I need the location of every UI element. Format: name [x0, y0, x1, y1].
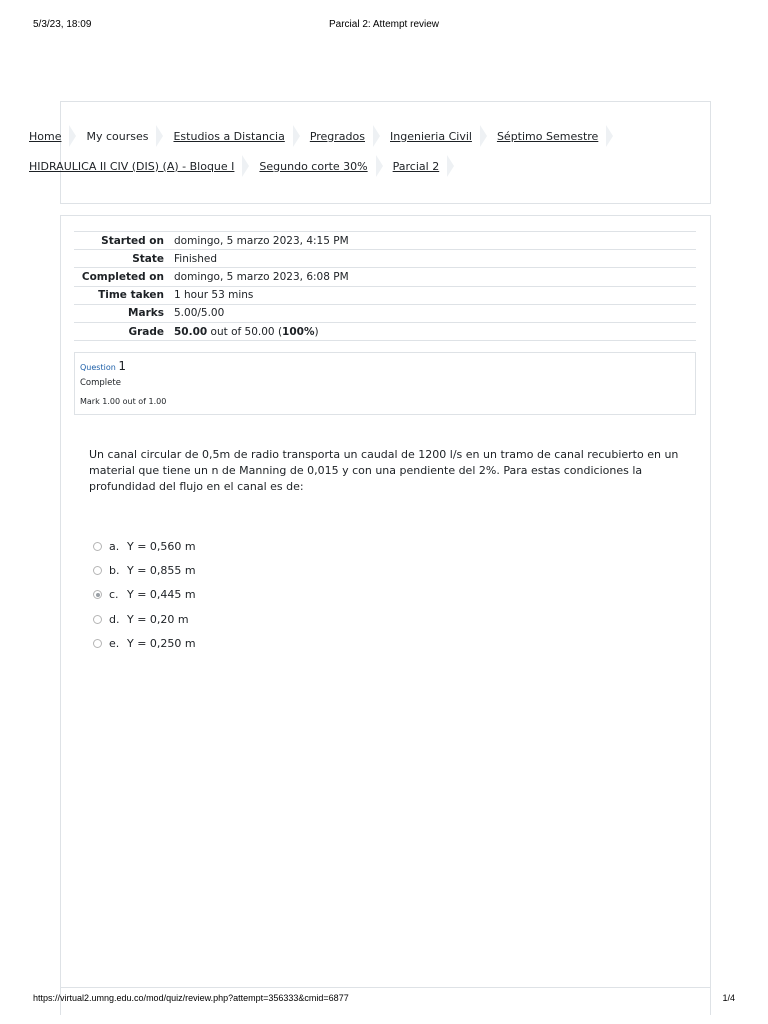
- grade-value-cell: [174, 322, 696, 340]
- grade-outof: out of 50.00 (: [207, 325, 283, 338]
- radio-icon[interactable]: [93, 639, 102, 648]
- radio-icon[interactable]: [93, 615, 102, 624]
- breadcrumb-separator-icon: [242, 155, 249, 177]
- breadcrumb-line-2: [29, 154, 464, 178]
- footer-divider: [60, 987, 711, 988]
- breadcrumb-item[interactable]: [497, 125, 623, 147]
- state-value: Finished: [174, 252, 218, 265]
- attempt-summary-table: [74, 231, 696, 341]
- summary-row-state: [74, 250, 696, 268]
- breadcrumb-container: [60, 101, 711, 204]
- answer-letter: a.: [109, 539, 120, 553]
- breadcrumb-separator-icon: [447, 155, 454, 177]
- breadcrumb-link[interactable]: Pregrados: [309, 129, 365, 143]
- answer-options: [93, 534, 196, 656]
- breadcrumb-line-1: [29, 124, 623, 148]
- summary-row-completed: [74, 268, 696, 286]
- summary-row-marks: [74, 304, 696, 322]
- answer-letter: c.: [109, 588, 119, 602]
- completed-on-value: domingo, 5 marzo 2023, 6:08 PM: [174, 270, 349, 283]
- time-taken-label: Time taken: [98, 289, 164, 302]
- radio-icon[interactable]: [93, 566, 102, 575]
- time-taken-value: 1 hour 53 mins: [174, 289, 254, 302]
- breadcrumb-separator-icon: [373, 125, 380, 147]
- answer-text: Y = 0,250 m: [127, 637, 196, 651]
- summary-row-started: [74, 232, 696, 250]
- grade-close: ): [314, 325, 319, 338]
- marks-label: Marks: [128, 307, 164, 320]
- question-info-box: [74, 352, 696, 415]
- answer-option[interactable]: [93, 558, 196, 582]
- breadcrumb-separator-icon: [156, 125, 163, 147]
- print-page-number: 1/4: [722, 993, 735, 1003]
- grade-label: Grade: [128, 325, 164, 338]
- state-label: State: [132, 252, 164, 265]
- answer-option[interactable]: [93, 607, 196, 631]
- breadcrumb-item[interactable]: [310, 125, 390, 147]
- breadcrumb-item[interactable]: [29, 155, 259, 177]
- breadcrumb-item[interactable]: [390, 125, 497, 147]
- marks-value: 5.00/5.00: [174, 307, 225, 320]
- question-state: Complete: [80, 378, 121, 388]
- breadcrumb-item[interactable]: [259, 155, 392, 177]
- answer-text: Y = 0,20 m: [127, 612, 189, 626]
- started-on-label: Started on: [101, 234, 164, 247]
- started-on-value: domingo, 5 marzo 2023, 4:15 PM: [174, 234, 349, 247]
- answer-option[interactable]: [93, 583, 196, 607]
- question-number: [80, 359, 126, 373]
- completed-on-label: Completed on: [81, 270, 164, 283]
- breadcrumb-item[interactable]: [393, 155, 465, 177]
- breadcrumb-link[interactable]: Séptimo Semestre: [496, 129, 599, 143]
- grade-percent: 100%: [282, 325, 315, 338]
- breadcrumb-link[interactable]: Estudios a Distancia: [173, 129, 285, 143]
- breadcrumb-item[interactable]: [173, 125, 309, 147]
- question-label: Question: [80, 363, 119, 372]
- radio-selected-icon[interactable]: [93, 590, 102, 599]
- breadcrumb-link[interactable]: Ingenieria Civil: [390, 129, 472, 143]
- grade-score: 50.00: [174, 325, 208, 338]
- summary-row-time: [74, 286, 696, 304]
- answer-letter: d.: [109, 612, 120, 626]
- answer-option[interactable]: [93, 632, 196, 656]
- answer-text: Y = 0,855 m: [127, 564, 196, 578]
- question-text: Un canal circular de 0,5m de radio transporta un caudal de 1200 l/s en un tramo de canal recubierto en un material que tiene un n de Manning de 0,015 y con una pendiente del 2%. Para estas condiciones la profundidad del flujo en el canal es de:: [89, 448, 679, 493]
- breadcrumb-text: My courses: [86, 129, 149, 143]
- answer-text: Y = 0,445 m: [127, 588, 196, 602]
- radio-icon[interactable]: [93, 542, 102, 551]
- breadcrumb-separator-icon: [69, 125, 76, 147]
- answer-option[interactable]: [93, 534, 196, 558]
- question-mark: Mark 1.00 out of 1.00: [80, 397, 167, 406]
- breadcrumb-link[interactable]: HIDRAULICA II CIV (DIS) (A) - Bloque I: [29, 159, 235, 173]
- answer-text: Y = 0,560 m: [127, 539, 196, 553]
- answer-letter: b.: [109, 564, 120, 578]
- summary-row-grade: [74, 322, 696, 340]
- breadcrumb-separator-icon: [293, 125, 300, 147]
- print-url: https://virtual2.umng.edu.co/mod/quiz/review.php?attempt=356333&cmid=6877: [33, 993, 349, 1003]
- breadcrumb-separator-icon: [606, 125, 613, 147]
- breadcrumb-link[interactable]: Parcial 2: [392, 159, 440, 173]
- breadcrumb-separator-icon: [376, 155, 383, 177]
- print-datetime: 5/3/23, 18:09: [33, 19, 92, 30]
- print-header: [0, 0, 768, 40]
- breadcrumb-item[interactable]: [29, 125, 86, 147]
- answer-letter: e.: [109, 637, 120, 651]
- breadcrumb-link[interactable]: Home: [29, 129, 62, 143]
- breadcrumb-separator-icon: [480, 125, 487, 147]
- breadcrumb-item: [86, 125, 173, 147]
- breadcrumb-link[interactable]: Segundo corte 30%: [259, 159, 368, 173]
- print-title: Parcial 2: Attempt review: [328, 19, 440, 30]
- question-number-value: 1: [118, 359, 126, 373]
